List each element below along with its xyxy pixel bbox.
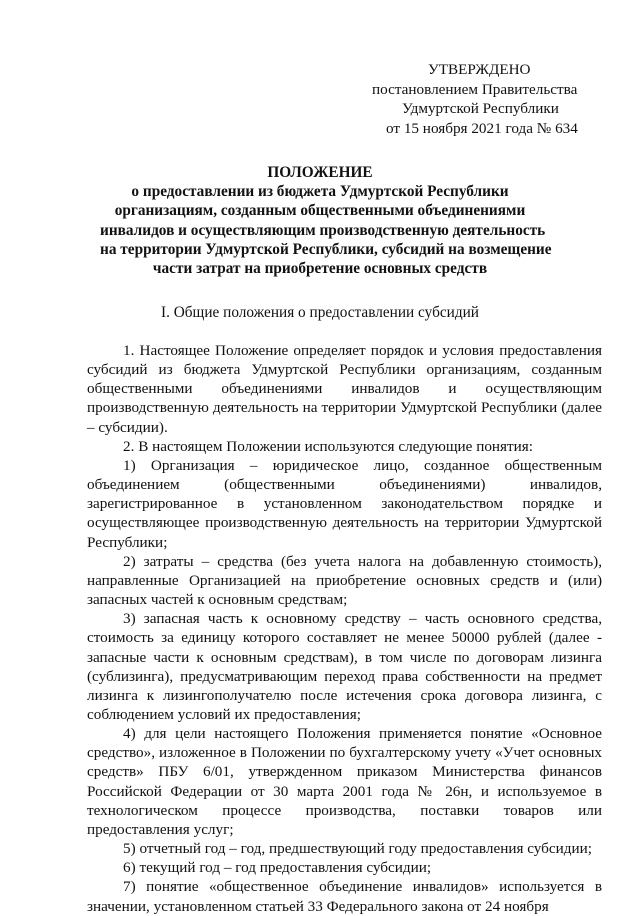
paragraph: 2) затраты – средства (без учета налога на добавленную стоимость), направленные Организацией на приобретение основных средств и (или) запасных частей к основным средствам; — [87, 552, 602, 609]
title-line: инвалидов и осуществляющим производственную деятельность — [100, 221, 546, 239]
approval-stamp — [372, 60, 602, 138]
approval-title: УТВЕРЖДЕНО — [428, 61, 531, 78]
title-line: о предоставлении из бюджета Удмуртской Республики — [131, 183, 509, 201]
paragraph: 1. Настоящее Положение определяет порядок и условия предоставления субсидий из бюджета Удмуртской Республики организациям, созданным общественными объединениями инвалидов и осуществляющим производственную деятельность на территории Удмуртской Республики (далее – субсидии). — [87, 342, 602, 436]
title-line: части затрат на приобретение основных средств — [152, 260, 488, 278]
paragraph: 7) понятие «общественное объединение инвалидов» используется в значении, установленном статьей 33 Федерального закона от 24 ноября — [87, 878, 602, 915]
title-line: организациям, созданным общественными объединениями — [114, 202, 526, 220]
section-heading: I. Общие положения о предоставлении субсидий — [160, 304, 479, 321]
paragraph: 2. В настоящем Положении используются следующие понятия: — [123, 437, 534, 455]
approval-line-1: постановлением Правительства — [372, 80, 578, 98]
document-title — [100, 163, 552, 278]
paragraph: 3) запасная часть к основному средству – часть основного средства, стоимость за единицу которого составляет не менее 50000 рублей (далее - запасные части к основным средствам), в том числе по договорам лизинга (сублизинга), предусматривающим переход права собственности на предмет лизинга к лизингополучателю после истечения срока договора лизинга, с соблюдением условий их предоставления; — [87, 610, 602, 723]
paragraph: 4) для цели настоящего Положения применяется понятие «Основное средство», изложенное в Положении по бухгалтерскому учету «Учет основных средств» ПБУ 6/01, утвержденном приказом Министерства финансов Российской Федерации от 30 марта 2001 года № 26н, и используемое в технологическом процессе производства, поставки товаров или предоставления услуг; — [87, 725, 602, 838]
approval-line-2: Удмуртской Республики — [402, 100, 559, 117]
paragraph: 1) Организация – юридическое лицо, созданное общественным объединением (общественными объединениями) инвалидов, зарегистрированное в установленном законодательством порядке и осуществляющее производственную деятельность на территории Удмуртской Республики; — [87, 456, 602, 551]
title-line: ПОЛОЖЕНИЕ — [267, 164, 373, 181]
approval-line-3: от 15 ноября 2021 года № 634 — [386, 119, 578, 137]
title-line: на территории Удмуртской Республики, субсидий на возмещение — [100, 240, 552, 258]
document-body — [87, 341, 602, 916]
paragraph: 6) текущий год – год предоставления субсидии; — [123, 859, 432, 877]
paragraph: 5) отчетный год – год, предшествующий году предоставления субсидии; — [123, 840, 592, 858]
